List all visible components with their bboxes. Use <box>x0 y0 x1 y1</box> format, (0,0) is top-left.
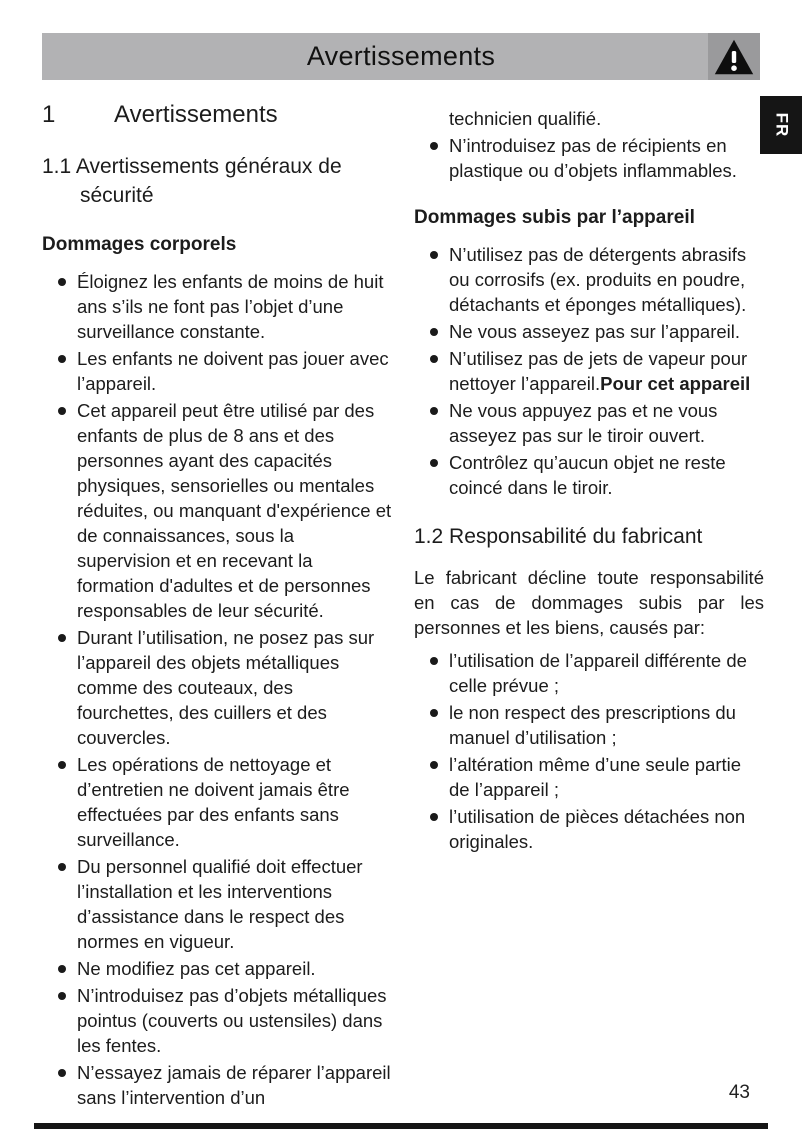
list-item: Ne vous asseyez pas sur l’appareil. <box>430 319 764 344</box>
list-item: Les opérations de nettoyage et d’entretien ne doivent jamais être effectuées par des enfants sans surveillance. <box>58 752 392 852</box>
list-item-text: N’utilisez pas de jets de vapeur pour nettoyer l’appareil. <box>449 348 748 394</box>
list-item: l’altération même d’une seule partie de l’appareil ; <box>430 752 764 802</box>
list-item: Ne modifiez pas cet appareil. <box>58 956 392 981</box>
bullet-list-appareil <box>414 242 764 500</box>
footer-rule <box>34 1123 768 1129</box>
subsection-heading-1-1: 1.1 Avertissements généraux de sécurité <box>42 155 342 207</box>
continuation-text: technicien qualifié. <box>449 108 602 129</box>
list-item: Éloignez les enfants de moins de huit ans s’ils ne font pas l’objet d’une surveillance constante. <box>58 269 392 344</box>
right-column <box>414 90 764 1114</box>
list-item: Cet appareil peut être utilisé par des enfants de plus de 8 ans et des personnes ayant des capacités physiques, sensorielles ou mentales réduites, ou manquant d'expérience et de connaissances, sous la supervision et en recevant la formation d'adultes et de personnes responsables de leur sécurité. <box>58 398 392 623</box>
page-header <box>42 33 760 80</box>
paragraph-heading-corporels: Dommages corporels <box>42 234 237 255</box>
list-item: l’utilisation de l’appareil différente de celle prévue ; <box>430 648 764 698</box>
page-number: 43 <box>728 1082 750 1103</box>
section-title: Avertissements <box>114 101 278 128</box>
list-item: Du personnel qualifié doit effectuer l’installation et les interventions d’assistance dans le respect des normes en vigueur. <box>58 854 392 954</box>
list-item: le non respect des prescriptions du manuel d’utilisation ; <box>430 700 764 750</box>
list-item: N’introduisez pas de récipients en plastique ou d’objets inflammables. <box>430 133 764 183</box>
warning-icon-box <box>708 33 760 80</box>
subsection-heading-1-2: 1.2 Responsabilité du fabricant <box>414 525 703 548</box>
list-item: Les enfants ne doivent pas jouer avec l’appareil. <box>58 346 392 396</box>
bullet-list-fabricant <box>414 648 764 854</box>
list-item: Durant l’utilisation, ne posez pas sur l’appareil des objets métalliques comme des couteaux, des fourchettes, des cuillers et des couvercles. <box>58 625 392 750</box>
list-item: N’introduisez pas d’objets métalliques pointus (couverts ou ustensiles) dans les fentes. <box>58 983 392 1058</box>
bullet-list-corporels <box>42 269 392 1110</box>
list-item: l’utilisation de pièces détachées non originales. <box>430 804 764 854</box>
list-item: Ne vous appuyez pas et ne vous asseyez pas sur le tiroir ouvert. <box>430 398 764 448</box>
page-title: Avertissements <box>306 41 496 71</box>
list-item <box>430 346 764 396</box>
list-item: Contrôlez qu’aucun objet ne reste coincé dans le tiroir. <box>430 450 764 500</box>
intro-paragraph: Le fabricant décline toute responsabilité en cas de dommages subis par les personnes et les biens, causés par: <box>414 567 764 638</box>
content <box>42 90 764 1114</box>
list-item: N’utilisez pas de détergents abrasifs ou corrosifs (ex. produits en poudre, détachants et éponges métalliques). <box>430 242 764 317</box>
language-tab <box>760 96 802 154</box>
warning-triangle-icon <box>714 38 754 76</box>
list-item-bold-text: Pour cet appareil <box>600 373 751 394</box>
left-column <box>42 90 392 1114</box>
list-item: N’essayez jamais de réparer l’appareil sans l’intervention d’un <box>58 1060 392 1110</box>
paragraph-heading-appareil: Dommages subis par l’appareil <box>414 207 695 228</box>
section-number: 1 <box>42 101 56 128</box>
language-tab-label: FR <box>771 112 791 138</box>
bullet-list-top <box>414 133 764 183</box>
section-heading <box>42 100 392 130</box>
